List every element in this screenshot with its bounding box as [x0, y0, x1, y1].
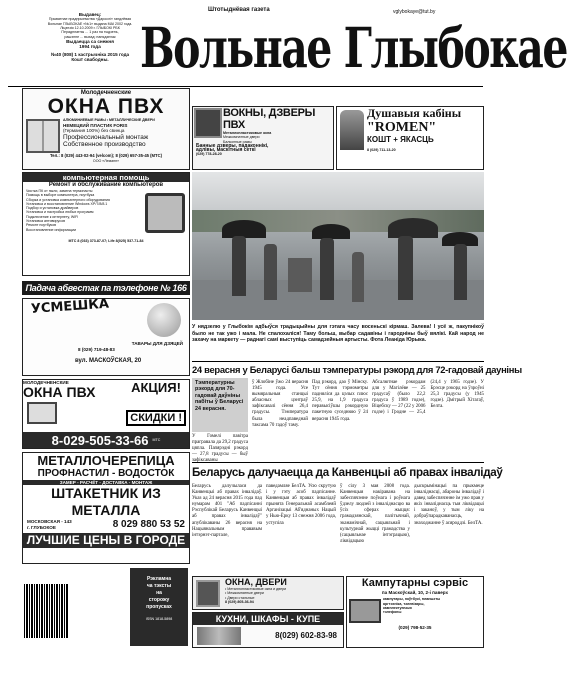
ad-romen-name: "ROMEN" [367, 120, 437, 135]
ad-kamp-line: камплектуючыя [383, 606, 412, 610]
ad-vokny-line: Балконные рамы [223, 139, 252, 144]
price-box [130, 568, 188, 646]
ad-bottom-okna-phone: 8 (029) 805-36-94 [225, 599, 254, 604]
ad-molo-okna: ОКНА ПВХ [23, 384, 96, 401]
ad-moscow-address: МОСКОВСКАЯ - 143 [27, 519, 72, 525]
price-box-line: сторожу [148, 597, 170, 603]
lead-text: Тэмпературны рэкорд для 70-гадовай даўніны пабіты ў Беларусі 24 верасня. [195, 380, 244, 412]
ad-vokny-dzvery[interactable] [192, 106, 334, 170]
ad-best-prices: ЛУЧШИЕ ЦЕНЫ В ГОРОДЕ [23, 533, 189, 548]
ad-komp-line: Подключение к интернету, WiFi [26, 214, 79, 219]
ad-okna-title: ОКНА ПВХ [47, 95, 165, 119]
computer-icon [145, 193, 185, 233]
headline-record [192, 361, 522, 376]
ad-vokny-phone: (029) 778-28-20 [196, 152, 222, 157]
photo-caption [192, 324, 484, 344]
kitchen-icon [197, 627, 241, 645]
ad-okna-line: (Германия 100%) без свинца [63, 128, 125, 134]
headline-convention-text: Беларусь далучаецца да Канвенцыі аб правах інвалідаў [192, 466, 503, 479]
headline-record-text: 24 верасня у Беларусі бальш тэмпературы рэкорд для 72-гадовай дауніны [192, 364, 522, 375]
barcode [24, 584, 68, 638]
ad-okna-line: АЛЮМИНИЕВЫЕ РАМЫ • МЕТАЛЛИЧЕСКИЕ ДВЕРИ [63, 118, 155, 123]
ad-okna-pvh[interactable] [22, 88, 190, 170]
ad-skidki: СКИДКИ ! [126, 410, 186, 426]
ad-profnastil: ПРОФНАСТИЛ - ВОДОСТОК [37, 468, 175, 479]
ad-okna-header: Молодечненские [80, 90, 132, 96]
convention-col-2: паведамляе БелТА. Усю скрутую і у гэту асоб падпісанне. Канвенцыя аб правах інвалідаў прынята Генеральнай асамблеяй Арганізацыі Аб'яднаных Нацый у Нью-Ёрку 13 снежня 2006 года, уступіла [266, 484, 336, 526]
laptop-icon [349, 599, 381, 623]
article-col-4: Абсалютнае рэкордам для у Магілёве — 25 градусаў (было 22,2 градуса ў 1989 годзе), Віцебску — 27 (22 у 2006 годзе) і Гродне — 25,4 (24,4 у 1965 годзе). У Брэсце рэкорд на ўзроўні 25,3 градусы (у 1945 годзе). Дмітрый Хітагаў, Белта. [372, 380, 484, 416]
issn: ISSN 1818-5898 [145, 617, 173, 621]
convention-col-4: дыскрымінацыі па прыкмеце інваліднасці, абароны інвалідаў і давед забеспячэнне ім ужо прав у якіх інваліднасць тыя ліквідацыі і заканоў, у тым ліку на добраўпарадкаванасць, знаходжанне ў асяроддзі. БелТА. [414, 484, 484, 526]
ad-romen-title: Душавыя кабіны [367, 106, 462, 120]
ad-romen-phone: 8 (029) 711-13-20 [367, 148, 396, 152]
ad-computer-help[interactable] [22, 172, 190, 276]
ad-kuhni-phone: 8(029) 602-83-98 [275, 631, 337, 640]
lead-box [192, 378, 248, 432]
publisher-line: Ліцэнзія 12.10.2009 г. ГЛЫБОКІ РБК [60, 26, 120, 30]
issue-number: №40 (808) 1 кастрычніка 2015 года [50, 51, 130, 57]
paid-ads-text: Падача абвестак па тэлефоне № 166 [25, 283, 187, 293]
door-icon [194, 108, 222, 138]
ad-zamer: ЗАМЕР - РАСЧЁТ - ДОСТАВКА - МОНТАЖ [23, 480, 189, 485]
ad-akcia: АКЦИЯ! [131, 380, 181, 395]
publisher-line: рашэнне ... выхад: панядзелак [64, 34, 116, 39]
ad-komp-line: Подбор и установка драйверов [26, 206, 79, 211]
photo-caption-text: У нядзелю у Глыбокім адбыўся традыцыйны для гэтага часу восеньскі кірмаш. Залева! І усё ж, пакупнікоў было не так ужо і мала. Не спалохаліся! Таму больш, выбар садавіны і гародніны быў вялікі. Кай народ не захачу на маркету — раднагі самі выступіць самадзейныя артысты. Фота Леаніда Юрыка. [192, 324, 484, 344]
ad-glub: г. ГЛУБОКОЕ [27, 524, 56, 530]
ad-metal-phone: 8 029 880 53 52 [112, 519, 185, 531]
ad-kamp-line: кампутары, ноўтбукі, планшэты [383, 597, 441, 602]
headline-convention [192, 462, 503, 480]
price-box-line: ча тэксты [146, 583, 172, 589]
ad-kuhni-title: КУХНИ, ШКАФЫ - КУПЕ [193, 613, 343, 625]
ad-komp-line: Ремонт ноутбуков [26, 223, 57, 228]
door-icon [196, 580, 220, 607]
main-photo [192, 172, 484, 320]
ad-komp-line: Помощь в выборе компьютера, ноутбука [26, 193, 95, 198]
ad-komp-phone: МТС 8 (033) 373-87-07; Life 8(025) 537-71-84 [68, 239, 144, 243]
email[interactable]: vglybokaye@tut.by [393, 9, 436, 15]
ad-okna-dveri-bottom[interactable] [192, 576, 344, 610]
ad-bottom-okna-line: • Двери стальные [225, 595, 255, 600]
ad-kamp-address: па Маскоўскай, 10, 2-і паверх [381, 590, 449, 595]
ad-komp-title: компьютерная помощь [23, 173, 189, 182]
ad-molo-mts: МТС [152, 437, 161, 442]
ad-bottom-okna-line: • Межкомнатные двери [225, 591, 264, 596]
ad-usmeshka-address: вул. МАСКОЎСКАЯ, 20 [75, 358, 142, 364]
ad-komp-line: Сборка и установка компьютерного оборудования [26, 197, 110, 202]
ad-romen[interactable] [336, 106, 484, 170]
ad-bottom-okna-line: • Металлопластиковые окна и двери [225, 587, 287, 591]
ad-vokny-line: Межкомнатные двери [223, 135, 260, 140]
article-col-3: Пад рэкорд, дао ў Мінску. Тут сёння тэрмометры падняліся да цэлых плюс 25,9, на 1,9 градуса перавысіўшы рэкордную пакетную суседнюю ў 24 верасня 1945 года. [312, 380, 368, 422]
tagline: Штотыднёвая газета [208, 7, 270, 13]
article-col-1: У Гомелі павітра прагравала да 29,2 градуса цяпла. Папярэдні рэкорд — 27,8 градусы — быў зафіксаваны [192, 434, 248, 464]
ad-komp-sub: Ремонт и обслуживание компьютеров [48, 182, 164, 188]
ad-kuhni[interactable] [192, 612, 344, 648]
ad-bottom-okna-title: ОКНА, ДВЕРИ [225, 577, 287, 587]
price-box-line: на [156, 590, 162, 596]
ad-romen-slogan: КОШТ + ЯКАСЦЬ [367, 135, 434, 144]
ad-kamp-phone: (029) 798-52-35 [398, 625, 432, 631]
window-icon [26, 119, 60, 153]
publisher-line: Выдаецца са снежня [66, 38, 114, 44]
ad-komp-line: Чистка ПК от пыли, замена термопасты [26, 189, 93, 193]
publisher-info [42, 12, 138, 63]
convention-col-1: Беларусь далучылася да Канвенцыі аб правах інвалідаў. Указ ад 24 верасня 2015 года пад нумарам 401 "Аб падпісанні Рэспублікай Беларусь Канвенцыі аб правах інвалідаў" апублікаваны 26 верасня на Нацыянальным прававым інтэрнэт-партале, [192, 484, 262, 538]
price-note: Кошт свабодны. [71, 57, 109, 63]
ad-kamp-line: тэлефоны [383, 610, 402, 615]
ad-vokny-line: адлівы, маскітныя сеткі [196, 147, 256, 154]
masthead-rule [8, 86, 483, 87]
ad-kamp-service[interactable] [346, 576, 484, 648]
ad-vokny-title: ВОКНЫ, ДЗВЕРЫ ПВХ [223, 107, 316, 131]
baby-icon [147, 303, 181, 337]
newspaper-title: Вольнае Глыбокае [140, 15, 567, 81]
publisher-line: Перадплатны ... 1 раз на тыдзень, [61, 30, 119, 35]
ad-usmeshka-title: УСМЕШКА [30, 296, 110, 317]
ad-molo-phone: 8-029-505-33-66 [51, 432, 149, 448]
article-col-2: ў Жлобіне ўжо 24 верасня 1945 года. Усе вымяральныя станцыі абласных цэнтраў зафіксавалі сёння 26,4 градусы. Тэмпература была неадпаведнай таксама 70 гадоў таму. [252, 380, 308, 428]
ad-metal[interactable] [22, 452, 190, 564]
ad-okna-line: Профессиональный монтаж [63, 133, 149, 141]
shower-icon [340, 110, 364, 150]
publisher-line: Вольнае ГЛЫБОКАЕ «№1» выдана МАІ 2002 года. [47, 21, 133, 26]
ad-vokny-line: Банные дзверы, падаконнікі, [196, 142, 269, 149]
ad-usmeshka-sub: ТАВАРЫ ДЛЯ ДЗЯЦЕЙ [131, 341, 183, 346]
ad-metal-title: МЕТАЛЛОЧЕРЕПИЦА [37, 453, 175, 468]
ad-molo-title: МОЛОДЕЧНЕНСКИЕ [23, 380, 69, 385]
ad-okna-address: ООО «Леманн» [92, 158, 120, 163]
ad-okna-line: Собственное производство [63, 140, 146, 148]
ad-kamp-line: аргтэхніка, тэлевізары, [383, 601, 425, 606]
publisher-line: Прыватнае прадпрыемства «Дарослі» гандлёвая [48, 17, 132, 22]
ad-komp-line: Установка антивирусов [26, 219, 65, 224]
ad-kamp-title: Кампутарны сэрвіс [361, 577, 469, 589]
ad-usmeshka[interactable] [22, 298, 190, 376]
ad-usmeshka-phone: 8 (029) 719-48-83 [78, 347, 115, 352]
price-box-line: пропусках [146, 604, 172, 610]
price-box-line: Рэкламна [146, 576, 172, 582]
ad-komp-line: Установка и восстановление Windows XP/7/8/8.1 [26, 201, 108, 206]
ad-okna-line: НЕМЕЦКИЙ ПЛАСТИК FORIS [63, 122, 128, 128]
publisher-label: Выдавец: [78, 12, 102, 17]
convention-col-3: ў сілу 3 мая 2008 года. Канвенцыя накіравана на забеспячэнне поўнага і роўнага ўдзелу людзей з інваліднасцю ва ўсіх сферах жыцця: грамадзянскай, палітычнай, эканамічнай, сацыяльнай і культурнай жыцці грамадства у (сацыяльнае інтэграцыю), ліквідацыю [340, 484, 410, 544]
ad-komp-line: Установка и настройка любых программ [26, 210, 94, 215]
ad-shtaketnik: ШТАКЕТНИК ИЗ МЕТАЛЛА [51, 485, 161, 519]
ad-vokny-sub: Металлопластиковые окна [223, 131, 272, 135]
publisher-line: 1994 года [79, 44, 101, 50]
ad-komp-line: Восстановление информации [26, 227, 76, 232]
window-icon [27, 402, 57, 424]
ad-okna-phone: Тел.: 8 (029) 443-02-94 (velcom); 8 (029) 657-35-45 (МТС) [49, 153, 163, 159]
ad-molodechno[interactable] [22, 379, 190, 449]
